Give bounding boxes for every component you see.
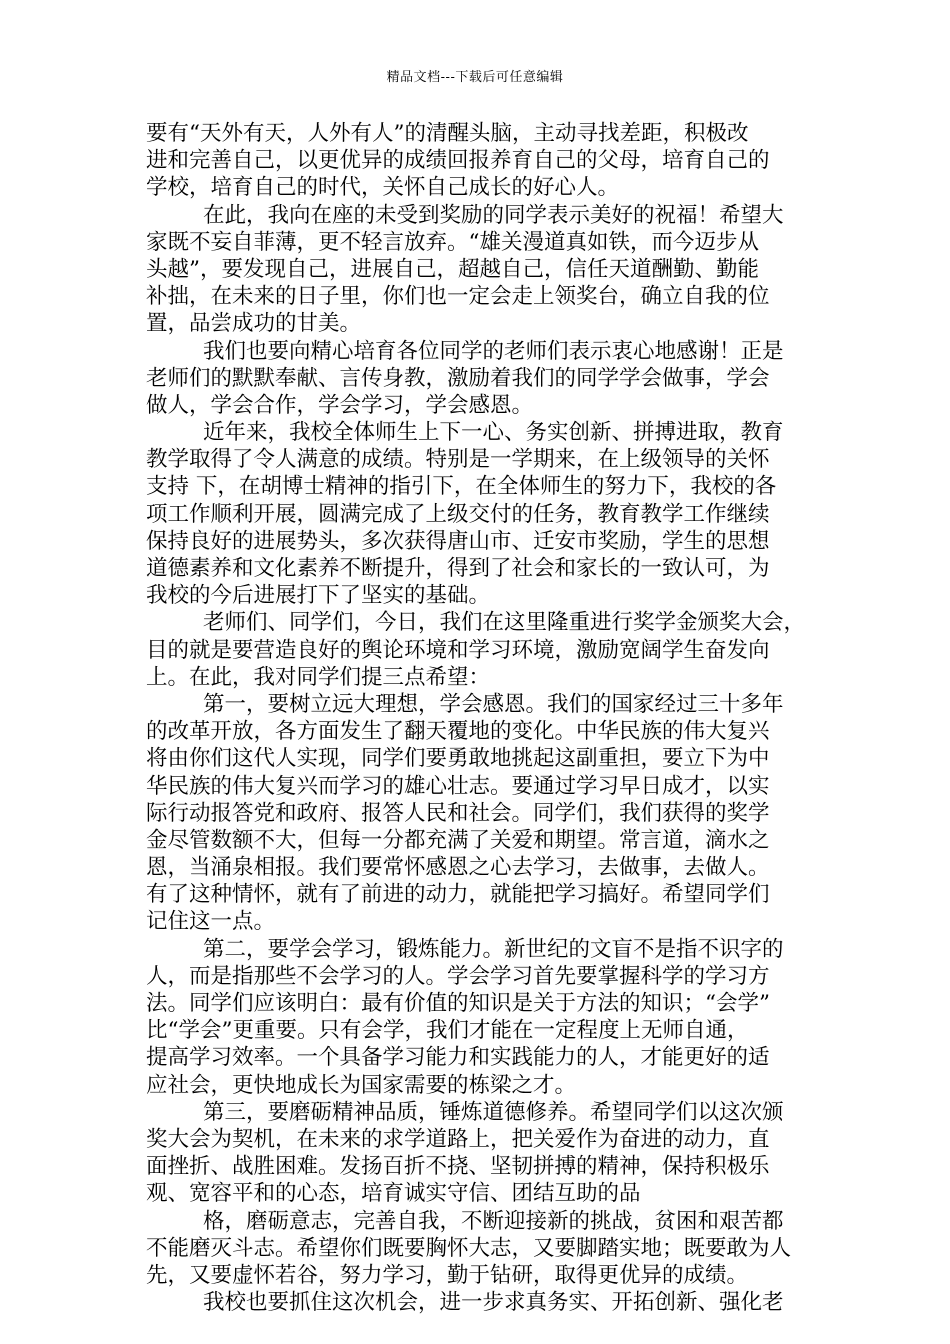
text-line: 第一，要树立远大理想，学会感恩。我们的国家经过三十多年	[203, 691, 784, 717]
text-line: 家既不妄自菲薄，更不轻言放弃。“雄关漫道真如铁，而今迈步从	[146, 229, 759, 255]
text-line: 际行动报答党和政府、报答人民和社会。同学们，我们获得的奖学	[146, 800, 770, 826]
text-line: 进和完善自己，以更优异的成绩回报养育自己的父母，培育自己的	[146, 148, 770, 174]
text-line: 项工作顺利开展，圆满完成了上级交付的任务，教育教学工作继续	[146, 501, 770, 527]
text-line: 第三，要磨砺精神品质，锤炼道德修养。希望同学们以这次颁	[203, 1099, 784, 1125]
text-line: 补拙，在未来的日子里，你们也一定会走上领奖台，确立自我的位	[146, 284, 770, 310]
text-line: 上。在此，我对同学们提三点希望：	[146, 664, 491, 690]
text-line: 不能磨灭斗志。希望你们既要胸怀大志，又要脚踏实地；既要敢为人	[146, 1235, 792, 1261]
text-line: 记住这一点。	[146, 909, 276, 935]
text-line: 我校也要抓住这次机会，进一步求真务实、开拓创新、强化老	[203, 1290, 784, 1316]
text-line: 金尽管数额不大，但每一分都充满了关爱和期望。常言道，滴水之	[146, 827, 770, 853]
text-line: 人，而是指那些不会学习的人。学会学习首先要掌握科学的学习方	[146, 963, 770, 989]
text-line: 道德素养和文化素养不断提升，得到了社会和家长的一致认可，为	[146, 556, 770, 581]
text-line: 老师们的默默奉献、言传身教，激励着我们的同学学会做事，学会	[146, 365, 770, 391]
text-line: 老师们、同学们，今日，我们在这里隆重进行奖学金颁奖大会，	[203, 610, 806, 636]
page-header: 精品文档---下载后可任意编辑	[386, 70, 564, 85]
text-line: 华民族的伟大复兴而学习的雄心壮志。要通过学习早日成才，以实	[146, 773, 770, 799]
text-line: 格，磨砺意志，完善自我，不断迎接新的挑战，贫困和艰苦都	[203, 1208, 784, 1234]
text-line: 做人，学会合作，学会学习，学会感恩。	[146, 392, 534, 418]
text-line: 有了这种情怀，就有了前进的动力，就能把学习搞好。希望同学们	[146, 882, 770, 908]
text-line: 置，品尝成功的甘美。	[146, 311, 362, 337]
text-line: 支持 下，在胡博士精神的指引下，在全体师生的努力下，我校的各	[146, 474, 777, 500]
text-line: 比“学会”更重要。只有会学，我们才能在一定程度上无师自通，	[146, 1018, 749, 1044]
text-line: 我们也要向精心培育各位同学的老师们表示衷心地感谢！正是	[203, 338, 784, 364]
text-line: 近年来，我校全体师生上下一心、务实创新、拼搏进取，教育	[203, 420, 784, 446]
text-line: 恩，当涌泉相报。我们要常怀感恩之心去学习，去做事，去做人。	[146, 855, 770, 881]
text-line: 法。同学们应该明白：最有价值的知识是关于方法的知识；“会学”	[146, 991, 770, 1016]
text-line: 面挫折、战胜困难。发扬百折不挠、坚韧拼搏的精神，保持积极乐	[146, 1154, 770, 1180]
text-line: 我校的今后进展打下了坚实的基础。	[146, 583, 491, 609]
text-line: 将由你们这代人实现，同学们要勇敢地挑起这副重担，要立下为中	[146, 746, 770, 772]
text-line: 在此，我向在座的未受到奖励的同学表示美好的祝福！希望大	[203, 202, 784, 228]
text-line: 应社会，更快地成长为国家需要的栋梁之才。	[146, 1072, 577, 1098]
text-line: 学校，培育自己的时代，关怀自己成长的好心人。	[146, 175, 620, 201]
document-body	[146, 120, 816, 1316]
text-line: 目的就是要营造良好的舆论环境和学习环境，激励宽阔学生奋发向	[146, 637, 770, 663]
text-line: 的改革开放，各方面发生了翻天覆地的变化。中华民族的伟大复兴	[146, 719, 770, 745]
text-line: 要有“天外有天，人外有人”的清醒头脑，主动寻找差距，积极改	[146, 121, 749, 146]
text-line: 奖大会为契机，在未来的求学道路上，把关爱作为奋进的动力，直	[146, 1126, 770, 1152]
text-line: 先，又要虚怀若谷，努力学习，勤于钻研，取得更优异的成绩。	[146, 1262, 749, 1288]
text-line: 提高学习效率。一个具备学习能力和实践能力的人，才能更好的适	[146, 1045, 770, 1071]
text-line: 头越”，要发现自己，进展自己，超越自己，信任天道酬勤、勤能	[146, 256, 759, 282]
text-line: 教学取得了令人满意的成绩。特别是一学期来，在上级领导的关怀	[146, 447, 770, 473]
text-line: 第二，要学会学习，锻炼能力。新世纪的文盲不是指不识字的	[203, 936, 784, 962]
text-line: 保持良好的进展势头，多次获得唐山市、迁安市奖励，学生的思想	[146, 528, 770, 554]
text-line: 观、宽容平和的心态，培育诚实守信、团结互助的品	[146, 1181, 641, 1207]
